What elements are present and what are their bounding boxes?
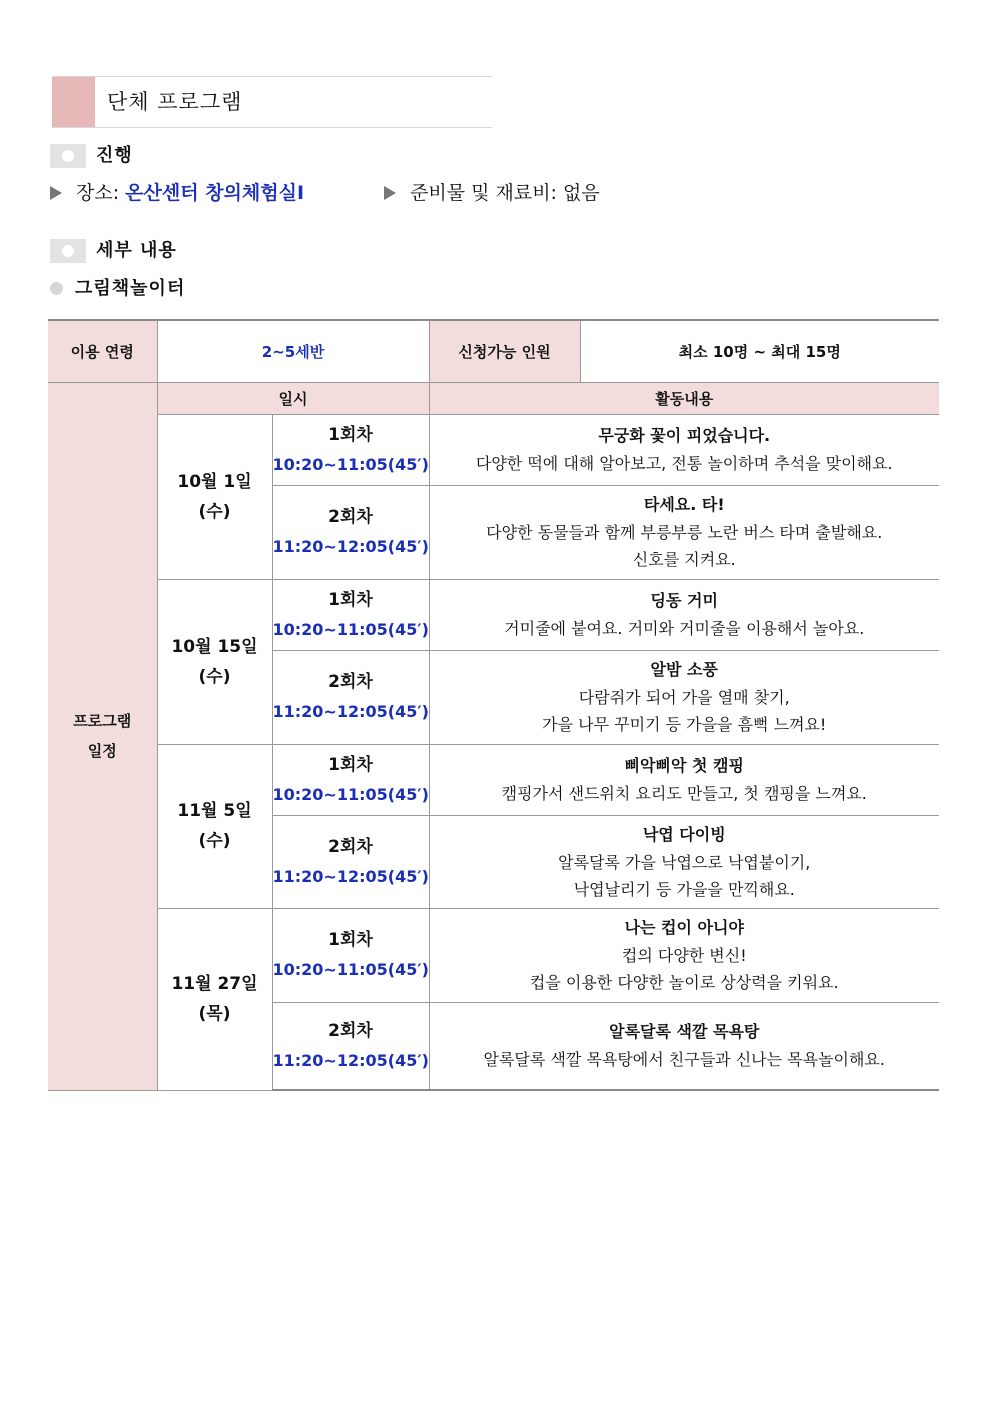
- session-name: 1회차: [328, 930, 373, 950]
- activity-desc: 컵을 이용한 다양한 놀이로 상상력을 키워요.: [529, 973, 839, 992]
- activity-desc: 다람쥐가 되어 가을 열매 찾기,: [578, 688, 790, 707]
- activity-desc: 캠핑가서 샌드위치 요리도 만들고, 첫 캠핑을 느껴요.: [501, 784, 867, 803]
- session-time: 10:20~11:05(45′): [272, 960, 429, 979]
- activity-desc: 다양한 떡에 대해 알아보고, 전통 놀이하며 추석을 맞이해요.: [475, 454, 893, 473]
- activity-cell: [429, 579, 939, 650]
- session-name: 1회차: [328, 424, 373, 445]
- date-text: 11월 27일: [171, 974, 258, 994]
- schedule-label-cell: [48, 382, 157, 1090]
- session-cell: [272, 815, 429, 908]
- activity-title: 무궁화 꽃이 피었습니다.: [598, 426, 771, 445]
- schedule-label-line2: 일정: [87, 742, 117, 760]
- place-value: 온산센터 창의체험실Ⅰ: [125, 182, 305, 204]
- session-cell: [272, 414, 429, 485]
- triangle-bullet-icon: [50, 186, 62, 200]
- section-progress-label: 진행: [96, 145, 133, 166]
- activity-cell: [429, 744, 939, 815]
- page-title: 단체 프로그램: [107, 90, 243, 114]
- activity-cell: [429, 1002, 939, 1090]
- activity-title: 삐악삐악 첫 캠핑: [624, 756, 744, 775]
- table-row: [48, 579, 939, 650]
- date-cell: [157, 579, 272, 744]
- session-cell: [272, 579, 429, 650]
- table-row: [48, 744, 939, 815]
- session-name: 2회차: [328, 507, 373, 527]
- gray-dot-icon: [50, 282, 63, 295]
- session-cell: [272, 650, 429, 744]
- session-name: 1회차: [328, 754, 373, 775]
- activity-desc: 다양한 동물들과 함께 부릉부릉 노란 버스 타며 출발해요.: [486, 523, 883, 542]
- session-time: 11:20~12:05(45′): [272, 1050, 429, 1070]
- table-row: [48, 414, 939, 485]
- materials-text: 준비물 및 재료비: 없음: [410, 182, 600, 204]
- subsection-title: [50, 277, 185, 301]
- date-cell: [157, 908, 272, 1090]
- session-time: 10:20~11:05(45′): [272, 784, 429, 804]
- bullet-circle-icon: [50, 144, 86, 168]
- capacity-value-cell: 최소 10명 ~ 최대 15명: [580, 320, 939, 382]
- weekday-text: (수): [198, 501, 231, 522]
- session-name: 1회차: [328, 589, 373, 610]
- activity-cell: [429, 650, 939, 744]
- session-name: 2회차: [328, 1020, 373, 1041]
- section-detail-label: 세부 내용: [96, 240, 177, 261]
- date-text: 11월 5일: [177, 801, 252, 821]
- activity-title: 알록달록 색깔 목욕탕: [609, 1022, 760, 1042]
- info-place: [50, 179, 304, 207]
- col-header-activity: 활동내용: [429, 382, 939, 414]
- weekday-text: (수): [198, 666, 231, 687]
- subsection-label: 그림책놀이터: [75, 278, 186, 299]
- session-time: 11:20~12:05(45′): [272, 537, 429, 556]
- table-row: [48, 908, 939, 1002]
- activity-cell: [429, 908, 939, 1002]
- date-cell: [157, 414, 272, 579]
- session-name: 2회차: [328, 836, 373, 857]
- activity-title: 알밤 소풍: [650, 660, 718, 679]
- session-time: 11:20~12:05(45′): [272, 702, 429, 721]
- age-label-cell: 이용 연령: [48, 320, 157, 382]
- activity-title: 나는 컵이 아니야: [624, 918, 744, 937]
- title-accent-bar: [52, 77, 95, 127]
- session-name: 2회차: [328, 672, 373, 692]
- activity-desc: 알록달록 가을 낙엽으로 낙엽붙이기,: [558, 852, 811, 872]
- activity-title: 딩동 거미: [650, 591, 718, 610]
- weekday-text: (목): [198, 1004, 231, 1024]
- activity-desc: 가을 나무 꾸미기 등 가을을 흠뻑 느껴요!: [542, 715, 827, 734]
- triangle-bullet-icon: [384, 186, 396, 200]
- bullet-circle-icon: [50, 239, 86, 263]
- activity-desc: 컵의 다양한 변신!: [621, 946, 747, 965]
- info-materials: [384, 179, 600, 207]
- session-time: 11:20~12:05(45′): [272, 866, 429, 886]
- schedule-label-line1: 프로그램: [73, 712, 132, 730]
- session-cell: [272, 1002, 429, 1090]
- session-cell: [272, 744, 429, 815]
- session-time: 10:20~11:05(45′): [272, 619, 429, 639]
- date-text: 10월 15일: [171, 636, 258, 657]
- activity-title: 낙엽 다이빙: [642, 824, 726, 844]
- activity-cell: [429, 414, 939, 485]
- activity-title: 타세요. 타!: [643, 495, 725, 514]
- date-cell: [157, 744, 272, 908]
- session-time: 10:20~11:05(45′): [272, 454, 429, 474]
- activity-desc: 거미줄에 붙여요. 거미와 거미줄을 이용해서 놀아요.: [504, 619, 865, 638]
- activity-cell: [429, 485, 939, 579]
- place-label: 장소:: [76, 182, 120, 204]
- capacity-label-cell: 신청가능 인원: [429, 320, 580, 382]
- age-value-cell: 2~5세반: [157, 320, 429, 382]
- weekday-text: (수): [198, 831, 231, 851]
- session-cell: [272, 908, 429, 1002]
- activity-desc: 알록달록 색깔 목욕탕에서 친구들과 신나는 목욕놀이해요.: [483, 1050, 885, 1070]
- activity-desc: 낙엽날리기 등 가을을 만끽해요.: [573, 879, 795, 899]
- col-header-datetime: 일시: [157, 382, 429, 414]
- page-title-box: [52, 76, 492, 128]
- activity-desc: 신호를 지켜요.: [632, 550, 736, 569]
- session-cell: [272, 485, 429, 579]
- date-text: 10월 1일: [177, 471, 252, 492]
- activity-cell: [429, 815, 939, 908]
- schedule-table: [48, 319, 939, 1091]
